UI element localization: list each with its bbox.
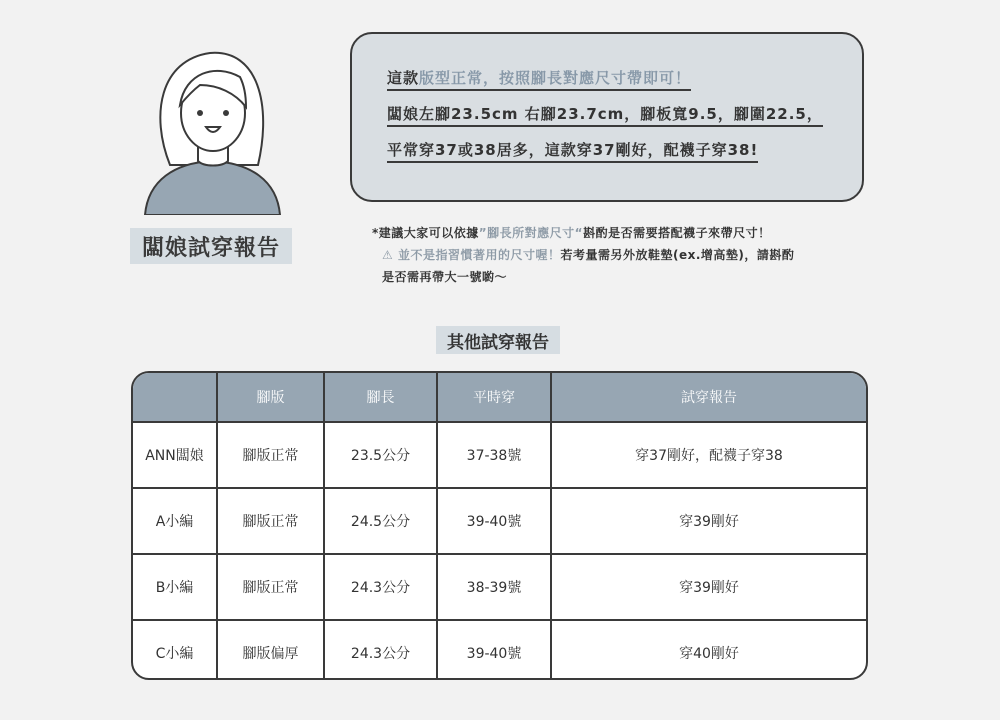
sizing-note	[372, 222, 862, 288]
bubble-line-1	[387, 68, 862, 88]
reviewer-avatar	[140, 45, 285, 215]
table-cell: 39-40號	[437, 488, 551, 554]
other-reports-title: 其他試穿報告	[436, 326, 560, 354]
table-cell: 24.5公分	[324, 488, 437, 554]
table-cell: B小編	[133, 554, 217, 620]
speech-bubble	[350, 32, 864, 202]
header-cell: 試穿報告	[551, 373, 866, 422]
table-header-row	[133, 373, 866, 422]
table-row	[133, 620, 866, 680]
table-cell: 38-39號	[437, 554, 551, 620]
table-row	[133, 554, 866, 620]
table-row	[133, 488, 866, 554]
bubble-line-3-text: 平常穿37或38居多，這款穿37剛好，配襪子穿38!	[387, 141, 758, 163]
header-cell: 腳版	[217, 373, 324, 422]
table-row	[133, 422, 866, 488]
bubble-line-2	[387, 104, 862, 124]
fitting-report-table	[131, 371, 868, 680]
table-cell: 24.3公分	[324, 620, 437, 680]
bubble-line-2-text: 闆娘左腳23.5cm 右腳23.7cm，腳板寬9.5，腳圍22.5，	[387, 105, 823, 127]
header-cell: 腳長	[324, 373, 437, 422]
warning-icon: ⚠	[382, 248, 394, 262]
bubble-line-1-accent: 版型正常，按照腳長對應尺寸帶即可！	[419, 69, 692, 87]
note-line-2	[372, 244, 862, 266]
table-cell: 腳版正常	[217, 422, 324, 488]
table-cell: C小編	[133, 620, 217, 680]
bubble-line-3	[387, 140, 862, 160]
table-cell: 腳版正常	[217, 554, 324, 620]
table-cell: 23.5公分	[324, 422, 437, 488]
table-cell: 24.3公分	[324, 554, 437, 620]
note-line-3: 是否需再帶大一號喲～	[382, 270, 508, 284]
note-warning-grey: 並不是指習慣著用的尺寸喔！	[393, 248, 561, 262]
table-cell: ANN闆娘	[133, 422, 217, 488]
table-cell: 腳版偏厚	[217, 620, 324, 680]
note-part-2: ”腳長所對應尺寸“	[478, 226, 584, 240]
note-part-1: *建議大家可以依據	[372, 226, 479, 240]
reviewer-title: 闆娘試穿報告	[130, 228, 292, 264]
note-line-1	[372, 222, 862, 244]
table-cell: 37-38號	[437, 422, 551, 488]
note-part-3: 斟酌是否需要搭配襪子來帶尺寸！	[583, 226, 771, 240]
bubble-line-1-prefix: 這款	[387, 69, 420, 87]
table-cell: 39-40號	[437, 620, 551, 680]
header-cell: 平時穿	[437, 373, 551, 422]
note-warning-rest: 若考量需另外放鞋墊(ex.增高墊)，請斟酌	[560, 248, 795, 262]
table-cell: 穿39剛好	[551, 554, 866, 620]
table-cell: 穿39剛好	[551, 488, 866, 554]
table-cell: 腳版正常	[217, 488, 324, 554]
table-cell: 穿37剛好，配襪子穿38	[551, 422, 866, 488]
header-cell	[133, 373, 217, 422]
table-cell: 穿40剛好	[679, 646, 739, 662]
table-cell: A小編	[133, 488, 217, 554]
